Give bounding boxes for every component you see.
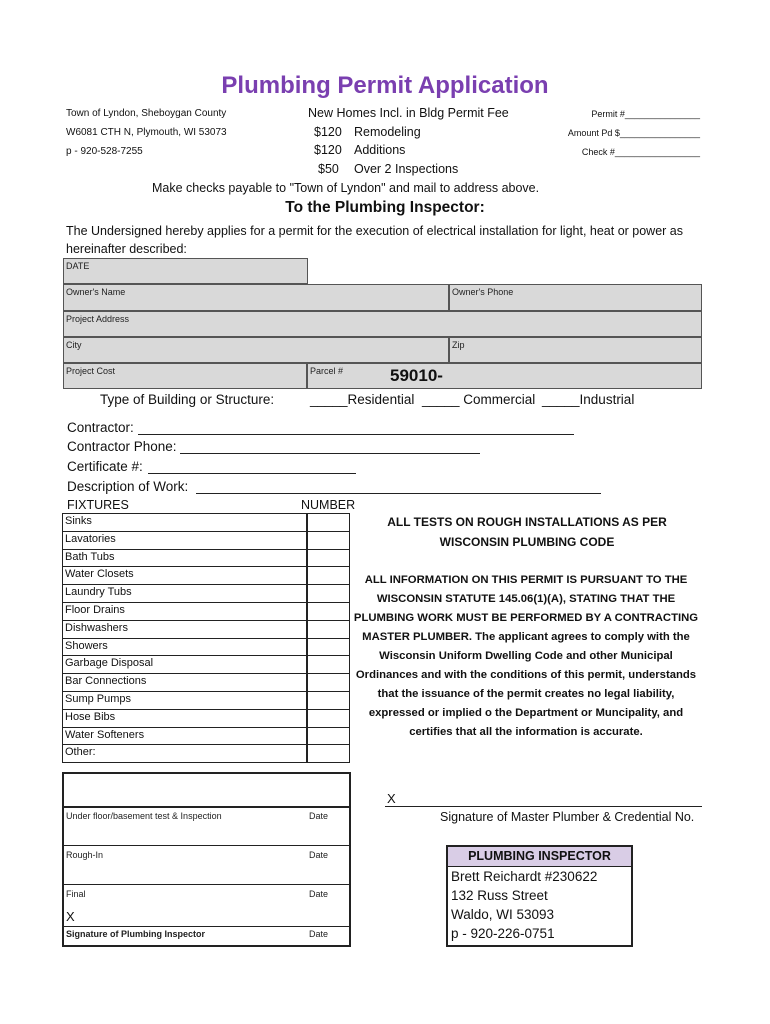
inspection-box (62, 772, 351, 947)
work-description-line[interactable] (196, 493, 601, 494)
fixture-number-cell[interactable] (307, 691, 350, 710)
parcel-value: 59010- (390, 366, 443, 385)
fixture-label: Laundry Tubs (65, 586, 132, 599)
fixture-row (62, 744, 307, 763)
permit-number: Permit #_______________ (591, 109, 700, 119)
fixture-number-cell[interactable] (307, 513, 350, 532)
project-cost-label: Project Cost (66, 366, 116, 376)
certificate-line[interactable] (148, 473, 356, 474)
underfloor-label: Under floor/basement test & Inspection (66, 811, 222, 821)
fixture-number-cell[interactable] (307, 727, 350, 746)
parcel-field[interactable] (307, 363, 702, 389)
fee-label: Additions (354, 143, 406, 157)
fixture-number-cell[interactable] (307, 602, 350, 621)
contractor-phone-line[interactable] (180, 453, 480, 454)
fixture-label: Garbage Disposal (65, 657, 154, 670)
inspector-phone: p - 920-226-0751 (451, 926, 555, 941)
divider (62, 806, 351, 808)
fixture-label: Other: (65, 746, 96, 759)
fixture-number-cell[interactable] (307, 673, 350, 692)
fixture-label: Hose Bibs (65, 710, 116, 723)
signature-x: X (66, 909, 75, 924)
fixture-row (62, 513, 307, 532)
divider (62, 884, 351, 885)
owner-phone-label: Owner's Phone (452, 287, 514, 297)
date-label: DATE (66, 261, 90, 271)
fixture-number-cell[interactable] (307, 566, 350, 585)
fixture-label: Bar Connections (65, 675, 147, 688)
fee-amount: $120 (314, 125, 342, 139)
fee-amount: $120 (314, 143, 342, 157)
commercial-option[interactable]: _____ Commercial (422, 392, 536, 407)
fixture-number-cell[interactable] (307, 709, 350, 728)
contractor-phone-label: Contractor Phone: (67, 439, 177, 454)
fixture-number-cell[interactable] (307, 638, 350, 657)
certificate-label: Certificate #: (67, 459, 143, 474)
master-signature-x: X (387, 791, 396, 806)
town-phone: p - 920-528-7255 (66, 146, 143, 157)
fixture-number-cell[interactable] (307, 584, 350, 603)
page-title: Plumbing Permit Application (221, 72, 549, 99)
fixture-label: Lavatories (65, 532, 116, 545)
fixture-number-cell[interactable] (307, 549, 350, 568)
project-address-field[interactable] (63, 311, 702, 337)
fixture-label: Water Softeners (65, 728, 145, 741)
fixture-label: Sump Pumps (65, 693, 132, 705)
fixture-label: Dishwashers (65, 621, 128, 634)
fixture-label: Bath Tubs (65, 550, 115, 563)
date-label: Date (309, 811, 329, 821)
inspector-name: Brett Reichardt #230622 (451, 869, 598, 884)
section-heading: To the Plumbing Inspector: (285, 199, 485, 216)
fixtures-header: FIXTURES (67, 498, 129, 512)
parcel-label: Parcel # (310, 366, 344, 376)
fixture-number-cell[interactable] (307, 655, 350, 674)
fixture-label: Showers (65, 639, 108, 652)
residential-option[interactable]: _____Residential (310, 392, 415, 407)
date-label: Date (309, 929, 329, 939)
industrial-option[interactable]: _____Industrial (542, 392, 635, 407)
fixture-number-cell[interactable] (307, 531, 350, 550)
city-field[interactable] (63, 337, 449, 363)
fixture-number-cell[interactable] (307, 620, 350, 639)
contractor-label: Contractor: (67, 420, 134, 435)
fixture-number-cell[interactable] (307, 744, 350, 763)
town-name: Town of Lyndon, Sheboygan County (66, 108, 227, 119)
date-field[interactable] (63, 258, 308, 284)
master-signature-line[interactable] (385, 806, 702, 807)
fee-label: Remodeling (354, 125, 421, 139)
date-label: Date (309, 850, 329, 860)
fixture-label: Sinks (65, 515, 92, 527)
number-header: NUMBER (301, 498, 356, 512)
amount-paid: Amount Pd $________________ (567, 128, 700, 138)
divider (62, 926, 351, 927)
rough-in-label: Rough-In (66, 850, 104, 860)
zip-label: Zip (452, 340, 465, 350)
city-label: City (66, 340, 82, 350)
owner-name-label: Owner's Name (66, 287, 126, 297)
inspector-street: 132 Russ Street (451, 888, 548, 903)
final-label: Final (66, 889, 86, 899)
divider (62, 845, 351, 846)
inspector-header: PLUMBING INSPECTOR (448, 847, 631, 867)
inspector-city: Waldo, WI 53093 (451, 907, 555, 922)
fee-amount: $50 (318, 162, 339, 176)
town-address: W6081 CTH N, Plymouth, WI 53073 (66, 127, 227, 138)
check-number: Check #_________________ (581, 147, 700, 157)
work-description-label: Description of Work: (67, 479, 189, 494)
building-type-label: Type of Building or Structure: (100, 392, 275, 407)
master-signature-label: Signature of Master Plumber & Credential No. (440, 810, 695, 824)
contractor-line[interactable] (138, 434, 574, 435)
fixture-label: Floor Drains (65, 604, 125, 616)
checks-note: Make checks payable to "Town of Lyndon" and mail to address above. (152, 181, 540, 195)
intro-text: The Undersigned hereby applies for a permit for the execution of electrical installation for light, heat or power as hereinafter described: (66, 224, 683, 256)
inspector-signature-label: Signature of Plumbing Inspector (66, 929, 206, 939)
fee-label: Over 2 Inspections (354, 162, 459, 176)
statute-notice: ALL INFORMATION ON THIS PERMIT IS PURSUANT TO THE WISCONSIN STATUTE 145.06(1)(A), STATING THAT THE PLUMBING WORK MUST BE PERFORMED BY A CONTRACTING MASTER PLUMBER. The applicant agrees to comply with the Wisconsin Uniform Dwelling Code and other Municipal Ordinances and with the conditions of this permit, understands that the issuance of the permit creates no legal liability, expressed or implied o the Department or Muncipality, and certifies that all the information is accurate. (353, 574, 699, 738)
fixture-label: Water Closets (65, 568, 134, 581)
project-address-label: Project Address (66, 314, 130, 324)
zip-field[interactable] (449, 337, 702, 363)
fee-header: New Homes Incl. in Bldg Permit Fee (308, 106, 509, 120)
rough-tests-notice: ALL TESTS ON ROUGH INSTALLATIONS AS PER WISCONSIN PLUMBING CODE (387, 515, 667, 549)
date-label: Date (309, 889, 329, 899)
